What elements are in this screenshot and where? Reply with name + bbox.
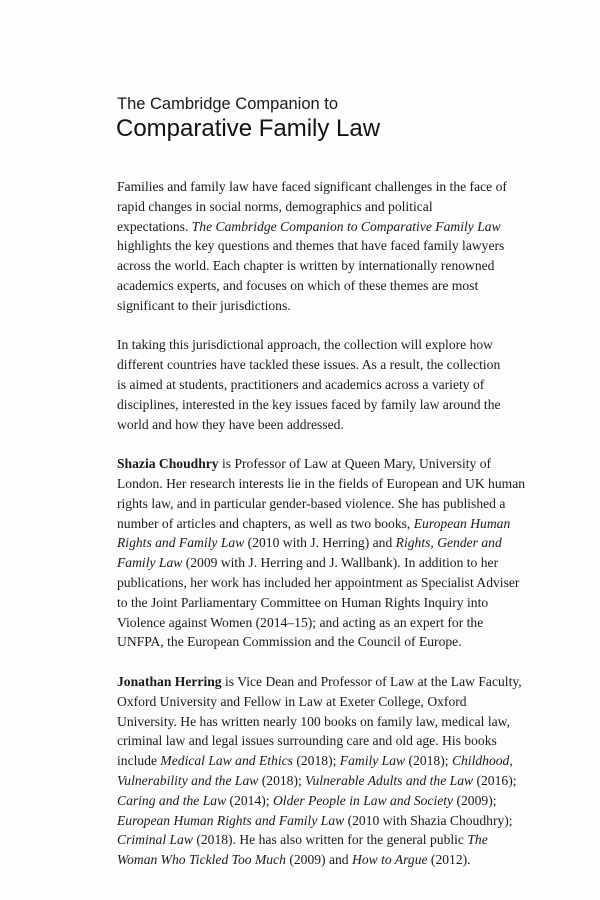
book-title: Comparative Family Law	[116, 115, 381, 142]
text-line	[117, 197, 517, 217]
book-title-ref: Vulnerability and the Law	[117, 772, 259, 788]
text-line	[117, 632, 517, 652]
text-run: (2009) and	[285, 852, 352, 868]
book-title-ref: Older People in Law and Society	[272, 792, 454, 808]
paragraph-gap	[117, 652, 517, 672]
text-run: (2014);	[226, 792, 273, 808]
text-line	[117, 593, 517, 613]
text-run: different countries have tackled these issues. As a result, the collection	[117, 357, 501, 373]
text-run: academics experts, and focuses on which of these themes are most	[117, 277, 479, 293]
text-run: Violence against Women (2014–15); and acting as an expert for the	[117, 614, 484, 630]
book-title-ref: Woman Who Tickled Too Much	[117, 852, 286, 868]
text-run: Oxford University and Fellow in Law at Exeter College, Oxford	[117, 693, 467, 709]
text-run: (2012).	[427, 852, 471, 868]
text-run: London. Her research interests lie in the fields of European and UK human	[117, 475, 526, 491]
text-line	[117, 474, 526, 494]
description-paragraph	[117, 177, 517, 316]
text-run: across the world. Each chapter is written by internationally renowned	[117, 258, 495, 274]
series-title: The Cambridge Companion to	[117, 95, 339, 113]
text-run: (2018);	[292, 753, 340, 769]
text-line	[117, 375, 517, 395]
text-line	[117, 514, 517, 534]
text-run: UNFPA, the European Commission and the Council of Europe.	[117, 634, 462, 650]
text-run: Families and family law have faced significant challenges in the face of	[117, 179, 507, 194]
paragraph-gap	[117, 434, 517, 454]
text-run: is Professor of Law at Queen Mary, University of	[218, 456, 492, 472]
book-title-ref: How to Argue	[352, 852, 428, 868]
text-run: significant to their jurisdictions.	[117, 297, 291, 313]
text-run: (2009);	[453, 792, 497, 808]
text-line	[117, 177, 517, 197]
book-title-ref: Vulnerable Adults and the Law	[305, 772, 474, 788]
text-run: to the Joint Parliamentary Committee on Human Rights Inquiry into	[117, 594, 489, 610]
text-line	[117, 692, 517, 712]
text-line	[117, 791, 517, 811]
text-line	[117, 672, 522, 692]
book-title-ref: The Cambridge Companion to Comparative Family Law	[191, 218, 501, 234]
text-run: is aimed at students, practitioners and academics across a variety of	[117, 376, 485, 392]
text-line	[117, 830, 517, 850]
text-run: is Vice Dean and Professor of Law at the Law Faculty,	[221, 673, 522, 689]
text-run: highlights the key questions and themes that have faced family lawyers	[117, 238, 505, 254]
text-run: rights law, and in particular gender-based violence. She has published a	[117, 495, 506, 511]
text-run: number of articles and chapters, as well as two books,	[117, 515, 414, 531]
text-run: expectations.	[117, 218, 192, 234]
text-line	[117, 256, 517, 276]
book-title-ref: Rights, Gender and	[395, 535, 502, 551]
text-run: (2018). He has also written for the general public	[192, 832, 468, 848]
text-run: In taking this jurisdictional approach, the collection will explore how	[117, 337, 493, 353]
text-line	[117, 415, 517, 435]
book-title-ref: Family Law	[339, 753, 406, 769]
book-title-ref: The	[467, 832, 488, 848]
text-run: (2010 with J. Herring) and	[244, 535, 396, 551]
book-title-ref: Caring and the Law	[117, 792, 227, 808]
text-run: (2009 with J. Herring and J. Wallbank). In addition to her	[182, 555, 499, 571]
text-run: (2016);	[473, 772, 517, 788]
book-title-ref: Criminal Law	[117, 832, 193, 848]
text-line	[117, 771, 517, 791]
text-line	[117, 395, 517, 415]
book-title-ref: Rights and Family Law	[117, 535, 245, 551]
author-name: Shazia Choudhry	[117, 456, 219, 472]
text-line	[117, 573, 520, 593]
text-run: disciplines, interested in the key issues faced by family law around the	[117, 396, 501, 412]
book-title-ref: European Human Rights and Family Law	[117, 812, 345, 828]
text-line	[117, 494, 517, 514]
text-run: (2018);	[405, 753, 452, 769]
text-run: rapid changes in social norms, demographics and political	[117, 198, 433, 214]
text-run: publications, her work has included her appointment as Specialist Adviser	[117, 574, 520, 590]
text-line	[117, 731, 517, 751]
blurb-text	[117, 177, 526, 870]
text-line	[117, 553, 517, 573]
text-line	[117, 613, 517, 633]
text-line	[117, 751, 517, 771]
text-line	[117, 236, 517, 256]
text-line	[117, 355, 517, 375]
book-title-ref: Childhood,	[451, 753, 513, 769]
text-line	[117, 296, 517, 316]
paragraph-gap	[117, 316, 517, 336]
text-line	[117, 533, 517, 553]
text-line	[117, 217, 517, 237]
text-run: University. He has written nearly 100 books on family law, medical law,	[117, 713, 510, 729]
herring-bio-paragraph	[117, 672, 522, 870]
text-run: (2018);	[258, 772, 306, 788]
text-run: criminal law and legal issues surrounding care and old age. His books	[117, 733, 497, 749]
text-line	[117, 712, 517, 732]
text-run: world and how they have been addressed.	[117, 416, 344, 432]
book-title-ref: Medical Law and Ethics	[160, 753, 293, 769]
text-line	[117, 850, 517, 870]
text-run: (2010 with Shazia Choudhry);	[344, 812, 513, 828]
book-title-ref: Family Law	[117, 555, 183, 571]
text-line	[117, 276, 517, 296]
approach-paragraph	[117, 335, 517, 434]
text-line	[117, 335, 517, 355]
author-name: Jonathan Herring	[117, 673, 222, 689]
choudhry-bio-paragraph	[117, 454, 526, 652]
text-line	[117, 454, 517, 474]
text-line	[117, 811, 517, 831]
book-title-ref: European Human	[413, 515, 511, 531]
text-run: include	[117, 753, 161, 769]
